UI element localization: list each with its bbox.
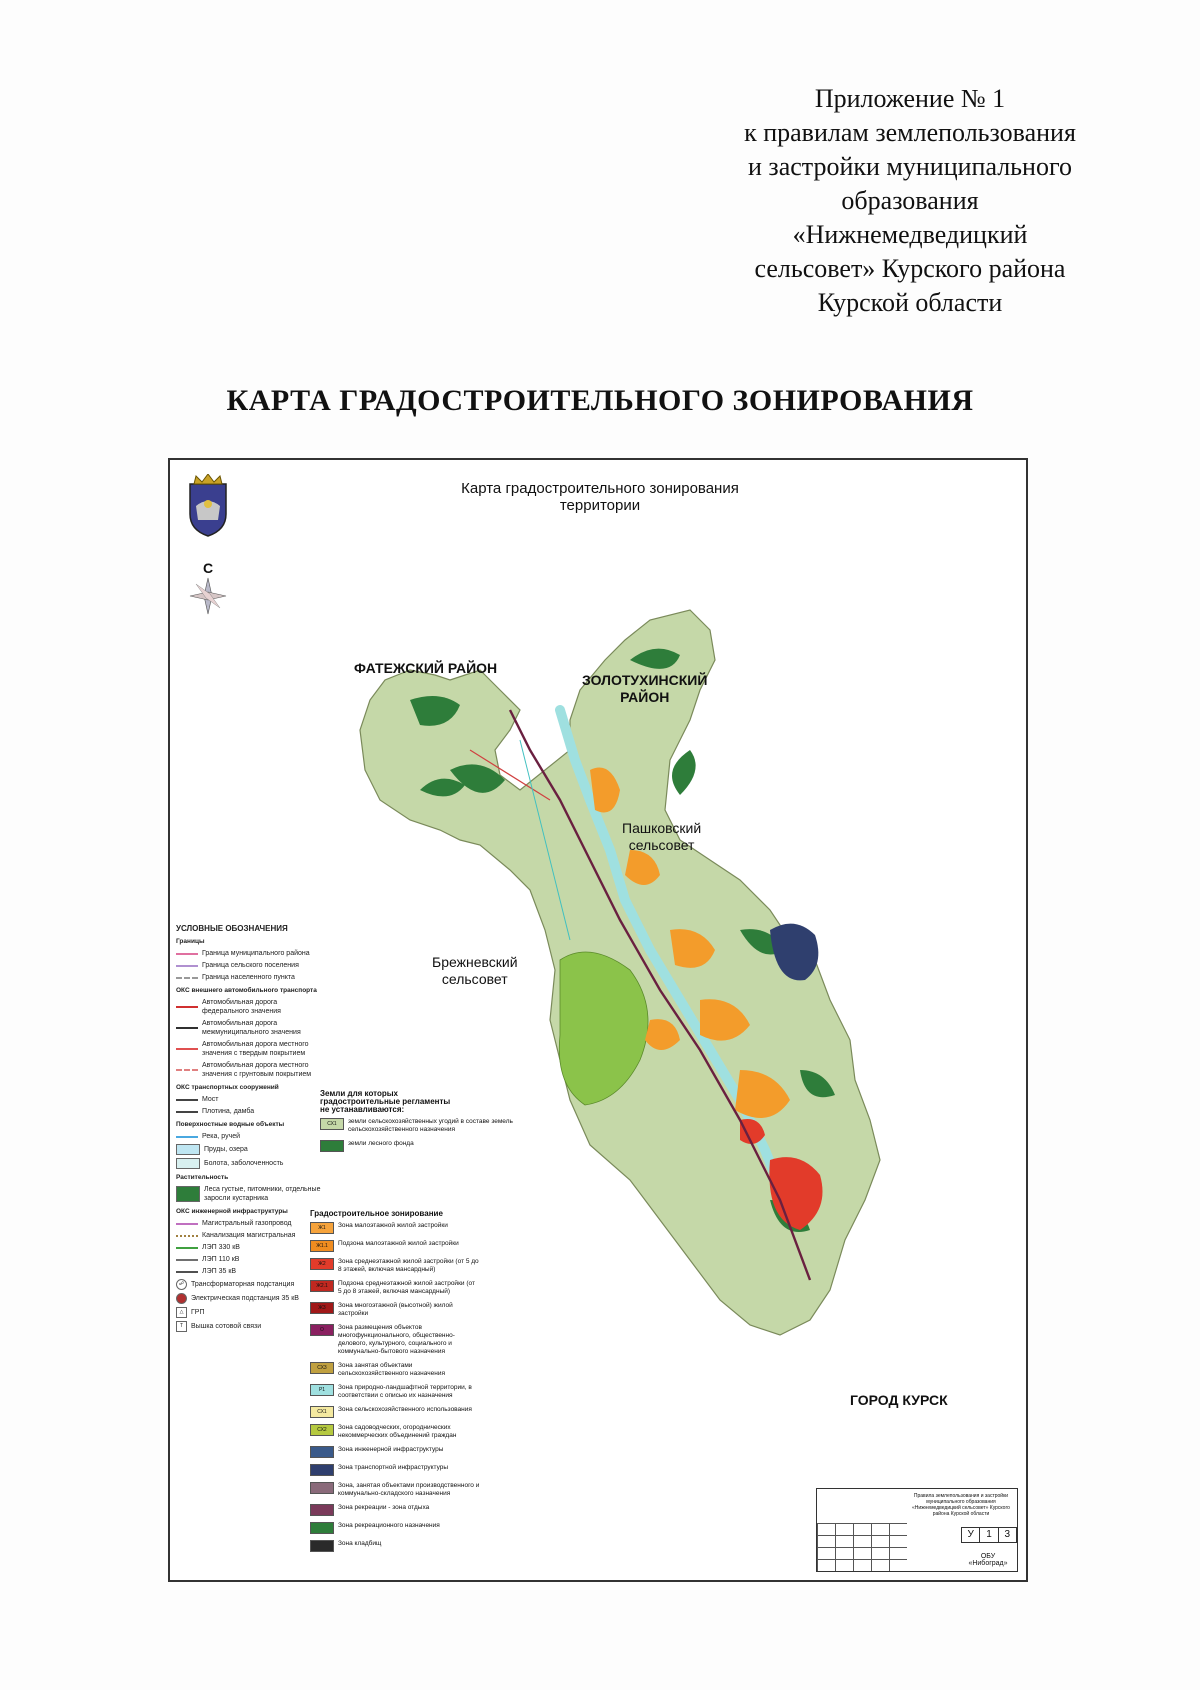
zoning-legend-row: СХ2 Зона садоводческих, огороднических некоммерческих объединений граждан <box>310 1424 480 1440</box>
map-title-line: территории <box>559 497 641 514</box>
legend-row: Граница населенного пункта <box>176 973 326 982</box>
page-title: КАРТА ГРАДОСТРОИТЕЛЬНОГО ЗОНИРОВАНИЯ <box>226 384 974 417</box>
legend-row: ОКС транспортных сооружений <box>176 1084 279 1091</box>
lands-legend-row: земли лесного фонда <box>320 1140 520 1152</box>
legend-row: ЛЭП 330 кВ <box>176 1243 326 1252</box>
legend-row: Автомобильная дорога местного значения с грунтовым покрытием <box>176 1061 326 1079</box>
legend-row: Границы <box>176 938 205 945</box>
legend-row: ОКС внешнего автомобильного транспорта <box>176 987 317 994</box>
stamp-code <box>961 1527 1017 1543</box>
legend-row: Плотина, дамба <box>176 1107 326 1116</box>
stamp-code-cell: У <box>962 1528 980 1542</box>
legend-row: Растительность <box>176 1174 229 1181</box>
stamp-code-cell: 3 <box>1004 1529 1011 1540</box>
zoning-legend-row: Ж3 Зона многоэтажной (высотной) жилой застройки <box>310 1302 480 1318</box>
stamp-grid <box>817 1523 907 1571</box>
legend-row: ЛЭП 35 кВ <box>176 1267 326 1276</box>
appendix-line: сельсовет» Курского района <box>754 254 1066 283</box>
legend-row: Автомобильная дорога местного значения с твердым покрытием <box>176 1040 326 1058</box>
legend-row: Пруды, озера <box>176 1144 326 1155</box>
label-brezhnevo-council <box>432 954 518 988</box>
coat-of-arms-icon <box>182 474 234 538</box>
legend-row: Автомобильная дорога федерального значения <box>176 998 326 1016</box>
compass-rose-icon <box>188 576 228 616</box>
appendix-note <box>700 82 1120 320</box>
zoning-legend-row: О Зона размещения объектов многофункционального, общественно-делового, культурного, социального и коммунально-бытового назначения <box>310 1324 480 1356</box>
legend-row: ☍ Трансформаторная подстанция <box>176 1279 326 1290</box>
legend-row: Автомобильная дорога межмуниципального значения <box>176 1019 326 1037</box>
legend-row: Граница сельского поселения <box>176 961 326 970</box>
appendix-line: образования <box>841 186 979 215</box>
north-arrow <box>188 560 228 620</box>
appendix-line: Приложение № 1 <box>814 84 1006 113</box>
title-block-stamp <box>816 1488 1018 1572</box>
label-fatezh-district: ФАТЕЖСКИЙ РАЙОН <box>354 660 498 676</box>
stamp-code-cell: 1 <box>980 1528 998 1542</box>
legend-row: Граница муниципального района <box>176 949 326 958</box>
legend-row: △ ГРП <box>176 1307 326 1318</box>
label-kursk-city: ГОРОД КУРСК <box>850 1392 948 1408</box>
zoning-legend-row: Ж1.1 Подзона малоэтажной жилой застройки <box>310 1240 480 1252</box>
appendix-line: Курской области <box>817 288 1003 317</box>
legend-row: Магистральный газопровод <box>176 1219 326 1228</box>
stamp-company: ОБУ «Нибоград» <box>968 1553 1008 1567</box>
zoning-legend-row: Р1 Зона природно-ландшафтной территории, в соответствии с описью их назначения <box>310 1384 480 1400</box>
legend-row: ЛЭП 110 кВ <box>176 1255 326 1264</box>
label-line: Пашковский <box>622 820 702 836</box>
zoning-legend-row: Зона рекреационного назначения <box>310 1522 480 1534</box>
zoning-legend-row: Ж2 Зона среднеэтажной жилой застройки (от 5 до 8 этажей, включая мансардный) <box>310 1258 480 1274</box>
legend-row: Поверхностные водные объекты <box>176 1121 285 1128</box>
zoning-legend-title: Градостроительное зонирование <box>310 1209 443 1218</box>
label-line: ЗОЛОТУХИНСКИЙ <box>582 672 708 688</box>
label-zolotukhino-district <box>582 672 707 706</box>
label-line: РАЙОН <box>620 689 670 705</box>
lands-legend-title: Земли для которых <box>320 1089 398 1098</box>
legend-row: Река, ручей <box>176 1132 326 1141</box>
map-frame <box>168 458 1028 1582</box>
lands-legend-title: не устанавливаются: <box>320 1105 405 1114</box>
zoning-legend-row: Зона рекреации - зона отдыха <box>310 1504 480 1516</box>
legend-row: Электрическая подстанция 35 кВ <box>176 1293 326 1304</box>
appendix-line: «Нижнемедведицкий <box>792 220 1028 249</box>
zoning-legend <box>310 1210 480 1558</box>
label-line: сельсовет <box>441 971 508 987</box>
zoning-legend-row: Зона инженерной инфраструктуры <box>310 1446 480 1458</box>
appendix-line: к правилам землепользования <box>744 118 1076 147</box>
zoning-legend-row: Зона кладбищ <box>310 1540 480 1552</box>
map-legend <box>176 924 326 1335</box>
appendix-line: и застройки муниципального <box>748 152 1072 181</box>
zoning-legend-row: СХ1 Зона сельскохозяйственного использования <box>310 1406 480 1418</box>
lands-legend-title: градостроительные регламенты <box>320 1097 451 1106</box>
north-label: С <box>202 560 214 576</box>
zoning-legend-row: Зона транспортной инфраструктуры <box>310 1464 480 1476</box>
zoning-legend-row: Зона, занятая объектами производственного и коммунально-складского назначения <box>310 1482 480 1498</box>
legend-row: Болота, заболоченность <box>176 1158 326 1169</box>
label-line: Брежневский <box>432 954 518 970</box>
legend-row: Мост <box>176 1095 326 1104</box>
legend-title: УСЛОВНЫЕ ОБОЗНАЧЕНИЯ <box>176 924 288 933</box>
zoning-legend-row: Ж1 Зона малоэтажной жилой застройки <box>310 1222 480 1234</box>
zoning-legend-row: Ж2.1 Подзона среднеэтажной жилой застройки (от 5 до 8 этажей, включая мансардный) <box>310 1280 480 1296</box>
label-line: сельсовет <box>628 837 695 853</box>
map-title <box>400 480 800 514</box>
stamp-org-text: Правила землепользования и застройки муниципального образования «Нижнемедведицкий сельсовет» Курского района Курской области <box>912 1493 1010 1517</box>
zoning-legend-row: СХ3 Зона занятая объектами сельскохозяйственного назначения <box>310 1362 480 1378</box>
legend-row: ОКС инженерной инфраструктуры <box>176 1208 288 1215</box>
lands-legend-row: СХ1 земли сельскохозяйственных угодий в составе земель сельскохозяйственного назначения <box>320 1118 520 1134</box>
legend-row: Канализация магистральная <box>176 1231 326 1240</box>
lands-legend <box>320 1090 520 1158</box>
label-pashkovo-council <box>622 820 701 854</box>
legend-row: T Вышка сотовой связи <box>176 1321 326 1332</box>
map-title-line: Карта градостроительного зонирования <box>461 480 739 497</box>
legend-row: Леса густые, питомники, отдельные заросли кустарника <box>176 1185 326 1203</box>
